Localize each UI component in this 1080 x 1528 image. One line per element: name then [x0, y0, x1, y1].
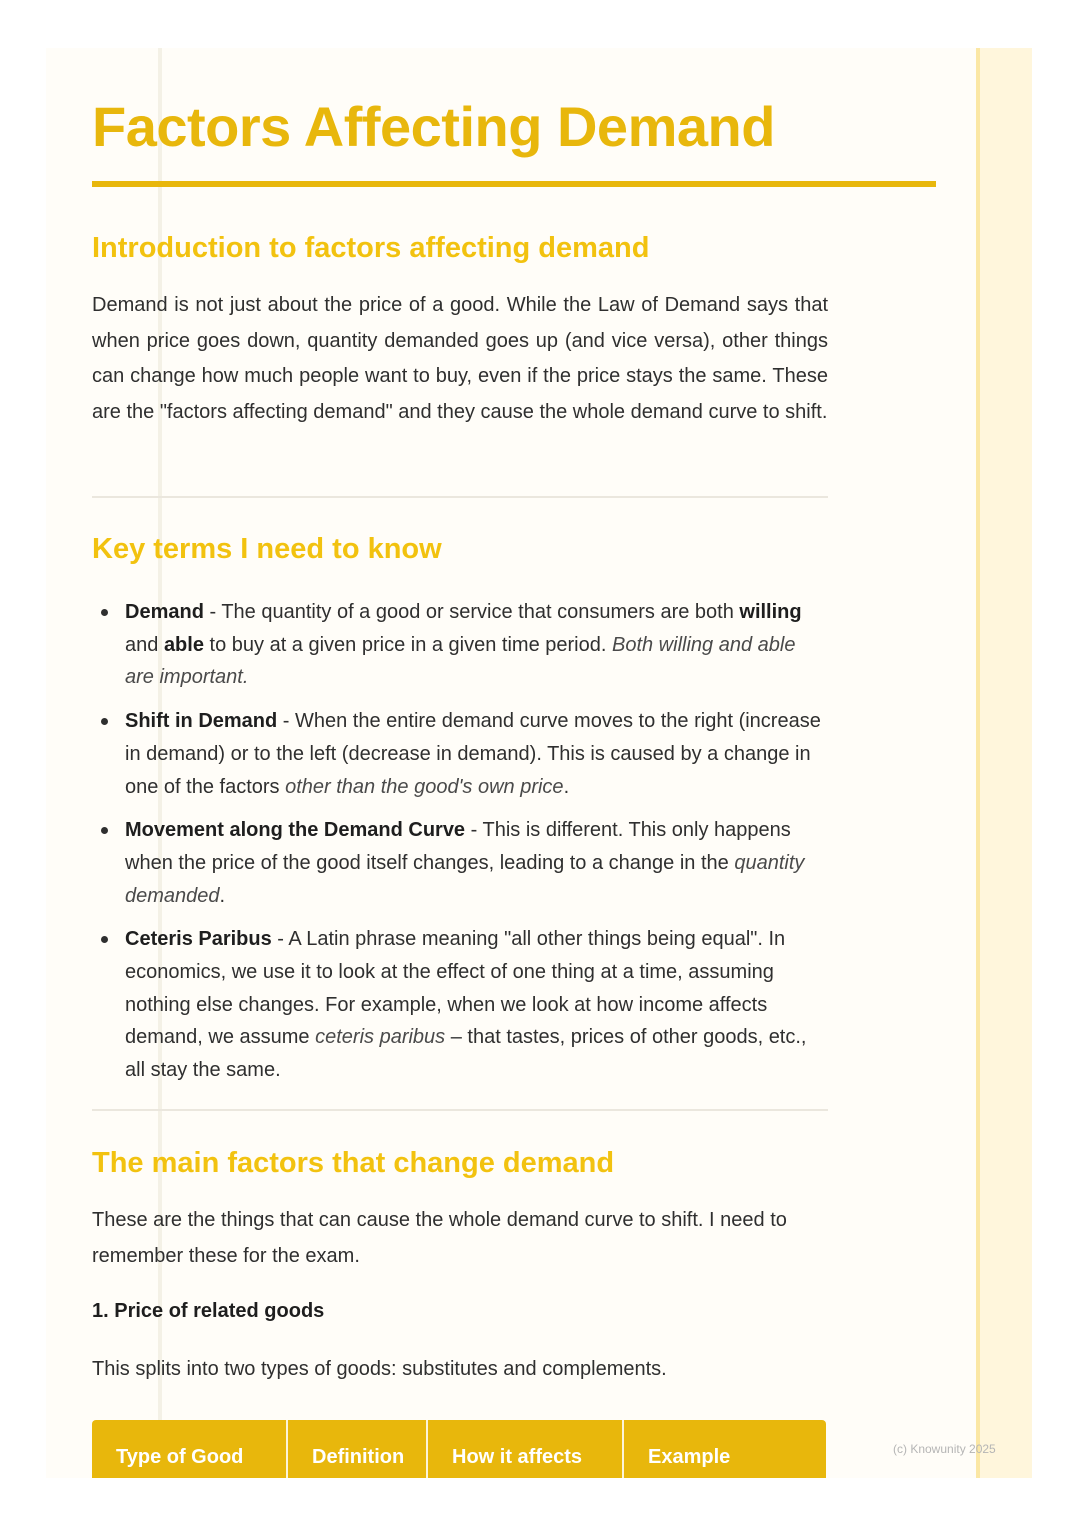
section-divider: [92, 496, 828, 498]
column-header: How it affects: [428, 1420, 624, 1478]
right-margin-band: [976, 48, 1032, 1478]
term-name: Ceteris Paribus: [125, 928, 272, 951]
intro-heading: Introduction to factors affecting demand: [92, 232, 650, 264]
page-title: Factors Affecting Demand: [92, 95, 775, 158]
related-goods-paragraph: This splits into two types of goods: substitutes and complements.: [92, 1358, 667, 1380]
document-page: [46, 48, 1032, 1478]
table-header: [92, 1420, 826, 1478]
title-underline: [92, 181, 936, 187]
main-factors-paragraph: These are the things that can cause the whole demand curve to shift. I need to remember these for the exam.: [92, 1209, 787, 1267]
key-terms-heading: Key terms I need to know: [92, 533, 442, 565]
list-item: Demand - The quantity of a good or service that consumers are both willing and able to buy at a given price in a given time period. Both willing and able are important.: [92, 596, 828, 694]
column-header: Type of Good: [92, 1420, 288, 1478]
term-name: Shift in Demand: [125, 710, 278, 733]
subheading-related-goods: 1. Price of related goods: [92, 1300, 325, 1322]
term-name: Demand: [125, 601, 204, 623]
copyright-notice: (c) Knowunity 2025: [893, 1442, 996, 1456]
intro-paragraph: Demand is not just about the price of a good. While the Law of Demand says that when price goes down, quantity demanded goes up (and vice versa), other things can change how much people want to buy, even if the price stays the same. These are the "factors affecting demand" and they cause the whole demand curve to shift.: [92, 294, 828, 423]
main-factors-heading: The main factors that change demand: [92, 1147, 615, 1179]
list-item: Shift in Demand - When the entire demand curve moves to the right (increase in demand) or to the left (decrease in demand). This is caused by a change in one of the factors other than the good's own price.: [92, 705, 828, 803]
column-header: Definition: [288, 1420, 428, 1478]
list-item: Ceteris Paribus - A Latin phrase meaning "all other things being equal". In economics, we use it to look at the effect of one thing at a time, assuming nothing else changes. For example, when we look at how income affects demand, we assume ceteris paribus – that tastes, prices of other goods, etc., all stay the same.: [92, 923, 828, 1087]
section-divider: [92, 1109, 828, 1111]
column-header: Example: [648, 1446, 731, 1468]
term-name: Movement along the Demand Curve: [125, 819, 466, 842]
key-terms-list: [92, 596, 828, 1098]
list-item: Movement along the Demand Curve - This is different. This only happens when the price of the good itself changes, leading to a change in the quantity demanded.: [92, 814, 828, 912]
